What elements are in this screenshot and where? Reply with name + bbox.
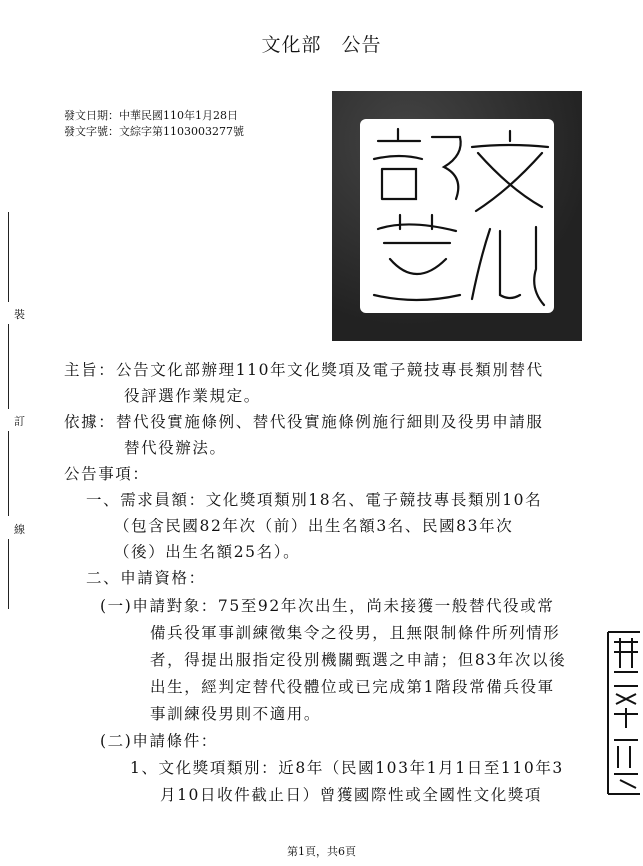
official-seal bbox=[332, 91, 582, 341]
sub-2-label: (二)申請條件： bbox=[100, 732, 218, 750]
sub-1-line: (一)申請對象：75至92年次出生，尚未接獲一般替代役或常 bbox=[100, 597, 555, 615]
binding-line bbox=[8, 431, 9, 516]
condition-1-line: 月10日收件截止日）曾獲國際性或全國性文化獎項 bbox=[160, 786, 543, 804]
issue-date: 發文日期：中華民國110年1月28日 bbox=[64, 109, 238, 122]
issue-number: 發文字號：文綜字第1103003277號 bbox=[64, 125, 244, 138]
binding-char-xian: 線 bbox=[14, 523, 25, 536]
sub-1-line: 備兵役軍事訓練徵集令之役男，且無限制條件所列情形 bbox=[150, 624, 561, 642]
basis-line: 替代役實施條例、替代役實施條例施行細則及役男申請服 bbox=[116, 413, 544, 431]
item-1-line: 一、需求員額：文化獎項類別18名、電子競技專長類別10名 bbox=[86, 491, 543, 509]
subject-line: 公告文化部辦理110年文化獎項及電子競技專長類別替代 bbox=[116, 361, 544, 379]
sub-1-line: 事訓練役男則不適用。 bbox=[150, 705, 322, 723]
basis-label: 依據： bbox=[64, 413, 116, 431]
item-1-line: （後）出生名額25名）。 bbox=[114, 543, 301, 561]
sub-1-line: 者，得提出服指定役別機關甄選之申請；但83年次以後 bbox=[150, 651, 567, 669]
binding-line bbox=[8, 324, 9, 409]
partial-stamp bbox=[602, 628, 640, 798]
items-label: 公告事項： bbox=[64, 465, 150, 483]
item-1-line: （包含民國82年次（前）出生名額3名、民國83年次 bbox=[114, 517, 514, 535]
page-footer: 第1頁，共6頁 bbox=[287, 845, 356, 858]
subject-line: 役評選作業規定。 bbox=[124, 387, 261, 405]
subject-label: 主旨： bbox=[64, 361, 116, 379]
binding-line bbox=[8, 539, 9, 609]
binding-char-ding: 訂 bbox=[14, 415, 25, 428]
item-2-label: 二、申請資格： bbox=[86, 569, 206, 587]
sub-1-line: 出生，經判定替代役體位或已完成第1階段常備兵役軍 bbox=[150, 678, 555, 696]
binding-char-zhuang: 裝 bbox=[14, 308, 25, 321]
page-title: 文化部 公告 bbox=[261, 34, 382, 56]
basis-line: 替代役辦法。 bbox=[124, 439, 227, 457]
binding-line bbox=[8, 212, 9, 302]
condition-1-line: 1、文化獎項類別：近8年（民國103年1月1日至110年3 bbox=[130, 759, 564, 777]
